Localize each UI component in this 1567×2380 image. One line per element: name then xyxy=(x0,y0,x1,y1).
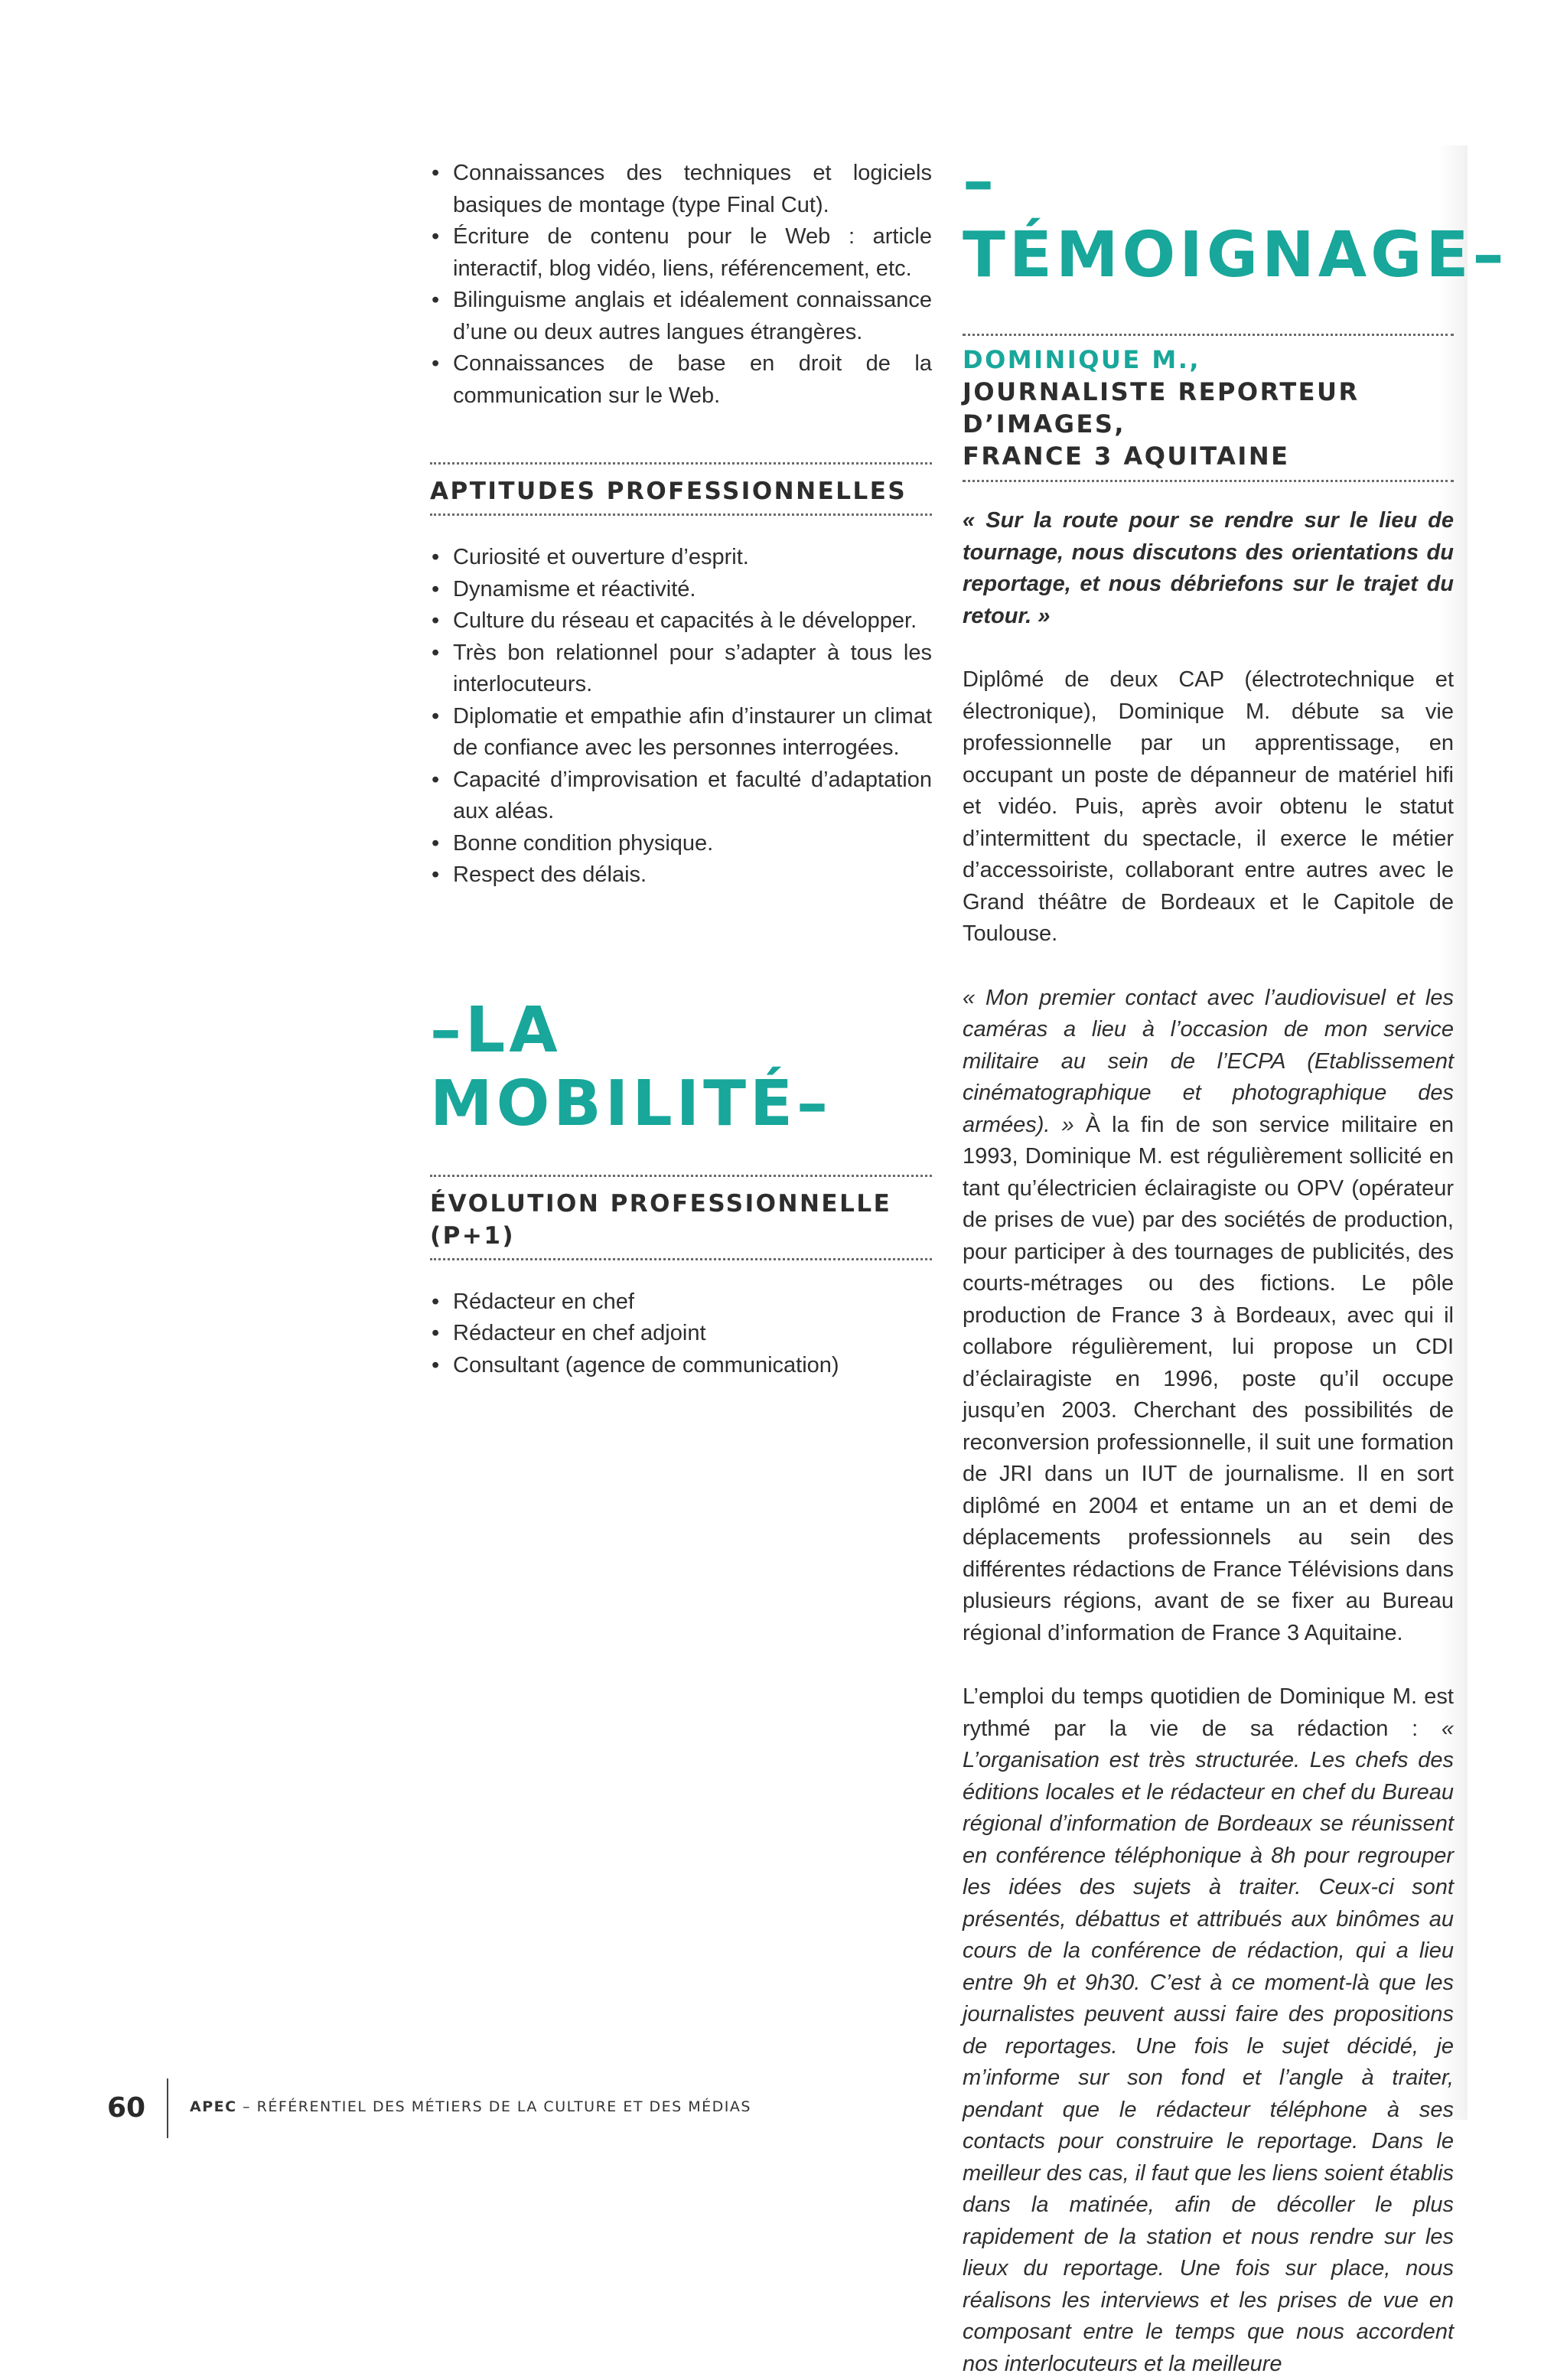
paragraph-daily xyxy=(963,1681,1454,2380)
body-text: L’emploi du temps quotidien de Dominique M. est rythmé par la vie de sa rédaction : xyxy=(963,1684,1454,1741)
author-role: JOURNALISTE REPORTEUR D’IMAGES, xyxy=(963,377,1360,439)
paragraph-background: Diplômé de deux CAP (électrotechnique et électronique), Dominique M. débute sa vie professionnelle par un apprentissage, en occupant un poste de dépanneur de matériel hifi et vidéo. Puis, après avoir obtenu le statut d’intermittent du spectacle, il exerce le métier d’accessoiriste, collaborant entre autres avec le Grand théâtre de Bordeaux et le Capitole de Toulouse. xyxy=(963,667,1454,946)
body-text: À la fin de son service militaire en 1993, Dominique M. est régulièrement sollicité en tant qu’électricien éclairagiste ou OPV (opérateur de prises de vue) par des sociétés de production, pour participer à des tournages de publicités, des courts-métrages ou des fictions. Le pôle production de France 3 à Bordeaux, avec qui il collabore régulièrement, lui propose un CDI d’éclairagiste en 1996, poste qu’il occupe jusqu’en 2003. Cherchant des possibilités de reconversion professionnelle, il suit une formation de JRI dans un IUT de journalisme. Il en sort diplômé en 2004 et entame un an et demi de déplacements professionnels au sein des différentes rédactions de France Télévisions dans plusieurs régions, avant de se fixer au Bureau régional d’information de France 3 Aquitaine. xyxy=(963,1112,1454,1645)
list-item: • Bilinguisme anglais et idéalement connaissance d’une ou deux autres langues étrangères. xyxy=(430,285,932,348)
temoignage-title: –TÉMOIGNAGE– xyxy=(963,145,1508,292)
list-item: • Capacité d’improvisation et faculté d’adaptation aux aléas. xyxy=(430,765,932,828)
footer-subtitle: – RÉFÉRENTIEL DES MÉTIERS DE LA CULTURE ET DES MÉDIAS xyxy=(236,2098,751,2115)
list-item: • Consultant (agence de communication) xyxy=(430,1350,932,1382)
page-footer xyxy=(0,2071,1567,2140)
list-item: • Respect des délais. xyxy=(430,859,932,892)
list-item: • Écriture de contenu pour le Web : article interactif, blog vidéo, liens, référencement, etc. xyxy=(430,221,932,285)
list-item: • Connaissances de base en droit de la communication sur le Web. xyxy=(430,348,932,412)
divider xyxy=(963,480,1454,482)
page-number: 60 xyxy=(107,2092,146,2124)
list-item: • Dynamisme et réactivité. xyxy=(430,574,932,606)
list-item: • Culture du réseau et capacités à le développer. xyxy=(430,605,932,637)
evolution-heading: ÉVOLUTION PROFESSIONNELLE (P+1) xyxy=(430,1175,932,1252)
list-item: • Rédacteur en chef xyxy=(430,1286,932,1319)
list-item: • Bonne condition physique. xyxy=(430,828,932,860)
author-block xyxy=(963,336,1454,480)
author-name: DOMINIQUE M., xyxy=(963,345,1201,374)
skills-list xyxy=(430,158,932,412)
list-item: • Diplomatie et empathie afin d’instaurer un climat de confiance avec les personnes interrogées. xyxy=(430,701,932,765)
mobilite-title: –LA MOBILITÉ– xyxy=(430,993,832,1140)
divider xyxy=(430,1258,932,1260)
list-item: • Rédacteur en chef adjoint xyxy=(430,1318,932,1350)
testimony-column xyxy=(949,145,1508,2376)
lead-quote: « Sur la route pour se rendre sur le lieu de tournage, nous discutons des orientations du reportage, et nous débriefons sur le trajet du retour. » xyxy=(963,508,1454,628)
aptitudes-list xyxy=(430,542,932,892)
footer-brand: APEC xyxy=(190,2098,237,2115)
quote-text: « Mon premier contact avec l’audiovisuel et les caméras a lieu à l’occasion de mon service militaire au sein de l’ECPA (Etablissement cinématographique et photographique des armées). » xyxy=(963,985,1454,1137)
footer-divider xyxy=(167,2078,168,2138)
list-item: • Connaissances des techniques et logiciels basiques de montage (type Final Cut). xyxy=(430,158,932,221)
evolution-list xyxy=(430,1286,932,1382)
left-column xyxy=(430,158,932,1381)
aptitudes-heading: APTITUDES PROFESSIONNELLES xyxy=(430,462,932,507)
divider xyxy=(430,513,932,516)
paragraph-career xyxy=(963,983,1454,1650)
author-company: FRANCE 3 AQUITAINE xyxy=(963,442,1290,471)
list-item: • Très bon relationnel pour s’adapter à tous les interlocuteurs. xyxy=(430,637,932,701)
quote-text: « L’organisation est très structurée. Les chefs des éditions locales et le rédacteur en chef du Bureau régional d’information de Bordeaux se réunissent en conférence téléphonique à 8h pour regrouper les idées des sujets à traiter. Ceux-ci sont présentés, débattus et attribués aux binômes au cours de la conférence de rédaction, qui a lieu entre 9h et 9h30. C’est à ce moment-là que les journalistes peuvent aussi faire des propositions de reportages. Une fois le sujet décidé, je m’informe sur son fond et l’angle à traiter, pendant que le rédacteur téléphone à ses contacts pour construire le reportage. Dans le meilleur des cas, il faut que les liens soient établis dans la matinée, afin de décoller le plus rapidement de la station et nous rendre sur les lieux du reportage. Une fois sur place, nous réalisons les interviews et les prises de vue en composant entre le temps que nous accordent nos interlocuteurs et la meilleure xyxy=(963,1716,1454,2376)
list-item: • Curiosité et ouverture d’esprit. xyxy=(430,542,932,574)
footer-title xyxy=(190,2098,751,2115)
